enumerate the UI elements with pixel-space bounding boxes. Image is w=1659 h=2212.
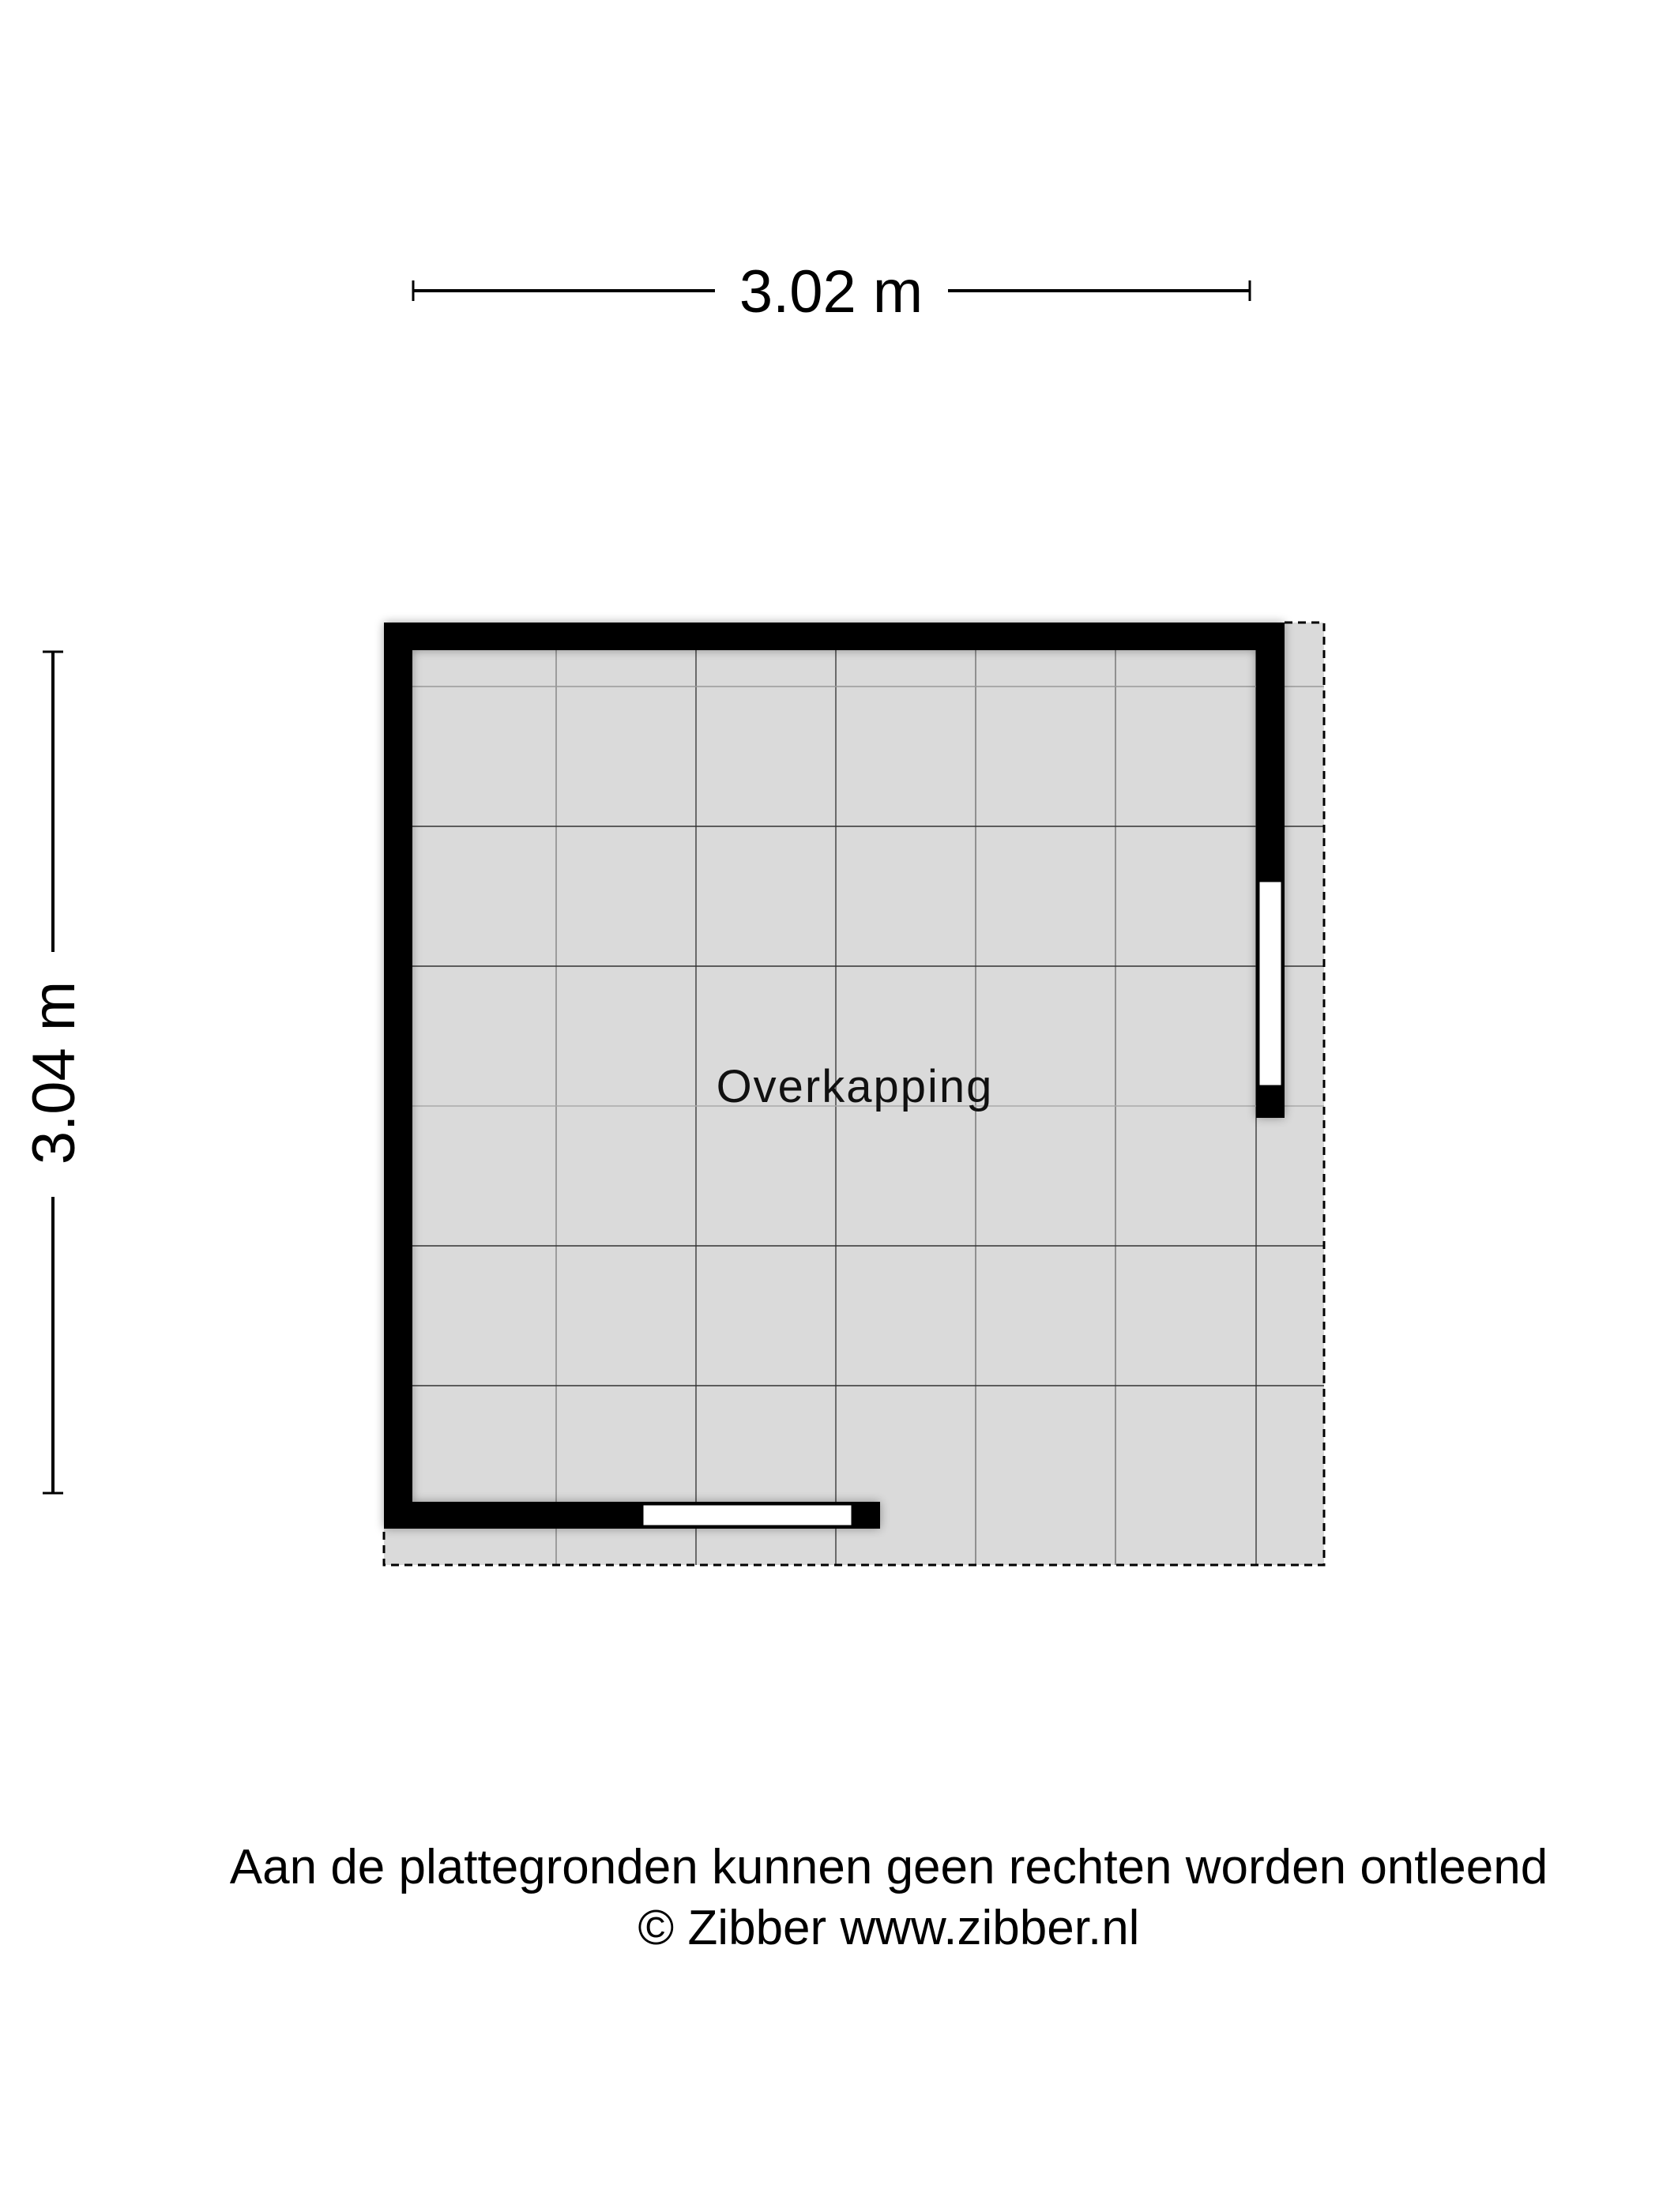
copyright-text: © Zibber www.zibber.nl [638,1901,1140,1955]
height-label: 3.04 m [21,980,88,1165]
window-bottom [642,1504,852,1526]
window-right [1258,881,1282,1086]
room-label: Overkapping [716,1061,994,1112]
disclaimer-text: Aan de plattegronden kunnen geen rechten worden ontleend [229,1840,1548,1894]
width-dimension [413,258,1250,325]
width-label: 3.02 m [739,258,924,325]
height-dimension [21,652,88,1493]
